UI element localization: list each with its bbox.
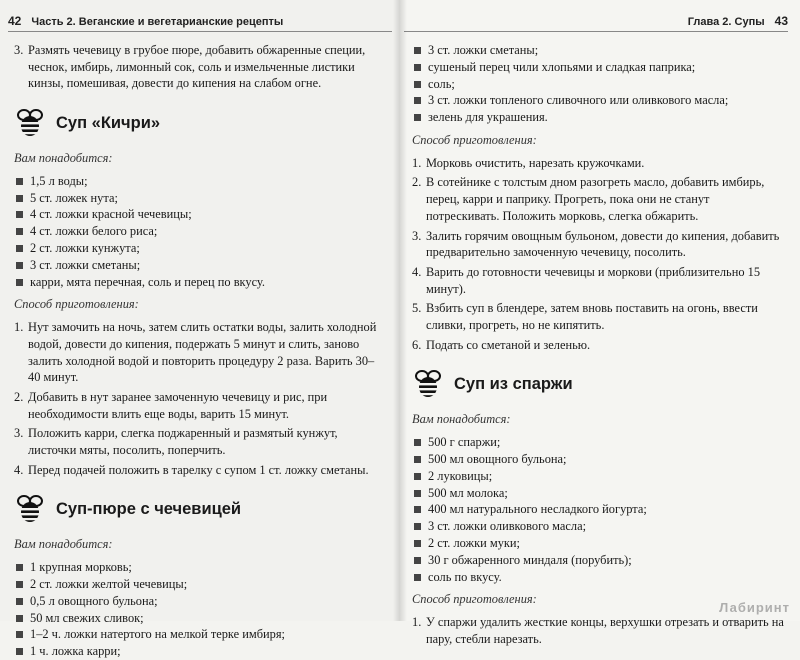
step-number: 3. [14,43,24,57]
right-column [412,42,784,650]
step-number: 2. [412,175,422,190]
ingredient-item: 1,5 л воды; [14,173,386,190]
ingredient-item: зелень для украшения. [412,109,784,126]
ingredient-item: 50 мл свежих сливок; [14,610,386,627]
continued-ingredients [412,42,784,126]
ingredient-item: карри, мята перечная, соль и перец по вкусу. [14,274,386,291]
step-item [14,389,386,422]
ingredient-item: 500 мл овощного бульона; [412,451,784,468]
step-text: Положить карри, слегка поджаренный и размятый кунжут, листочки мяты, посолить, поперчить. [28,426,338,458]
step-item [14,319,386,386]
ingredient-item: 3 ст. ложки сметаны; [412,42,784,59]
ingredient-item: 400 мл натурального несладкого йогурта; [412,501,784,518]
step-item [412,174,784,224]
step-text: Добавить в нут заранее замоченную чечевицу и рис, при необходимости влить еще воды, варить 15 минут. [28,389,328,421]
method-steps [412,614,784,647]
recipe-heading [412,369,784,399]
ingredient-item: соль по вкусу. [412,569,784,586]
method-steps [412,155,784,354]
left-page [0,0,400,659]
ingredients-label: Вам понадобится: [412,412,511,427]
recipe-title: Суп-пюре с чечевицей [56,499,242,518]
running-head-right [404,14,788,32]
ingredient-item: 2 ст. ложки желтой чечевицы; [14,576,386,593]
watermark: Лабиринт [719,600,790,615]
step-number: 3. [14,426,24,441]
step-text: Размять чечевицу в грубое пюре, добавить обжаренные специи, чеснок, имбирь, лимонный сок, соль и измельченные листики кинзы, помешивая, довести до кипения на слабом огне. [28,43,366,91]
step-number: 1. [412,615,422,629]
step-text: Морковь очистить, нарезать кружочками. [426,155,645,170]
page-number-left: 42 [8,14,22,28]
ingredients-label: Вам понадобится: [14,537,113,552]
step-number: 1. [412,155,422,170]
step-text: Взбить суп в блендере, затем вновь поставить на огонь, ввести сливки, прогреть, но не кипятить. [426,301,758,333]
step-item [14,42,386,92]
step-number: 4. [412,264,422,279]
step-number: 1. [14,320,24,335]
step-item [412,155,784,172]
step-number: 2. [14,389,24,404]
step-item [412,337,784,354]
step-item [412,614,784,647]
method-label: Способ приготовления: [412,592,537,607]
ingredient-item: 1 ч. ложка карри; [14,643,386,660]
book-gutter [393,0,407,621]
ingredient-item: 3 ст. ложки сметаны; [14,257,386,274]
ingredient-item: 500 мл молока; [412,485,784,502]
ingredients-list [14,173,386,291]
step-item [412,300,784,333]
step-text: Варить до готовности чечевицы и моркови (приблизительно 15 минут). [426,264,761,296]
recipe-title: Суп «Кичри» [56,113,161,132]
running-head-title-right: Глава 2. Супы [687,16,765,28]
step-item [14,425,386,458]
recipe-heading [14,494,386,524]
ingredient-item: 3 ст. ложки оливкового масла; [412,518,784,535]
bee-icon [14,108,46,138]
step-text: В сотейнике с толстым дном разогреть масло, добавить имбирь, перец, карри и паприку. Прогреть, пока они не станут потрескивать. Положить морковь, слегка обжарить. [426,175,765,223]
continued-steps [14,42,386,92]
bee-icon [412,369,444,399]
ingredient-item: соль; [412,76,784,93]
step-item [412,228,784,261]
step-item [14,462,386,479]
ingredient-item: 4 ст. ложки красной чечевицы; [14,206,386,223]
bee-icon [14,494,46,524]
method-steps [14,319,386,478]
ingredient-item: 1–2 ч. ложки натертого на мелкой терке имбиря; [14,626,386,643]
ingredient-item: 2 луковицы; [412,468,784,485]
step-number: 5. [412,301,422,316]
ingredient-item: сушеный перец чили хлопьями и сладкая паприка; [412,59,784,76]
right-page [400,0,800,646]
ingredient-item: 30 г обжаренного миндаля (порубить); [412,552,784,569]
ingredient-item: 5 ст. ложек нута; [14,190,386,207]
step-number: 3. [412,228,422,243]
ingredients-label: Вам понадобится: [14,151,113,166]
ingredients-list [412,434,784,585]
method-label: Способ приготовления: [412,132,537,147]
left-column [14,42,386,660]
ingredient-item: 3 ст. ложки топленого сливочного или оливкового масла; [412,92,784,109]
step-text: У спаржи удалить жесткие концы, верхушки отрезать и отварить на пару, стебли нарезать. [426,615,784,646]
ingredient-item: 1 крупная морковь; [14,559,386,576]
ingredient-item: 2 ст. ложки муки; [412,535,784,552]
step-text: Перед подачей положить в тарелку с супом 1 ст. ложку сметаны. [28,462,369,477]
step-item [412,264,784,297]
running-head-title-left: Часть 2. Веганские и вегетарианские рецепты [31,16,284,28]
ingredient-item: 0,5 л овощного бульона; [14,593,386,610]
ingredient-item: 500 г спаржи; [412,434,784,451]
ingredient-item: 2 ст. ложки кунжута; [14,240,386,257]
ingredient-item: 4 ст. ложки белого риса; [14,223,386,240]
recipe-title: Суп из спаржи [454,374,573,393]
ingredients-list [14,559,386,660]
running-head-left [8,14,392,32]
page-number-right: 43 [774,14,788,28]
recipe-heading [14,108,386,138]
step-number: 4. [14,462,24,477]
step-text: Подать со сметаной и зеленью. [426,337,591,352]
step-text: Залить горячим овощным бульоном, довести до кипения, добавить предварительно замоченную чечевицу, посолить. [426,228,780,260]
step-number: 6. [412,337,422,352]
method-label: Способ приготовления: [14,297,139,312]
step-text: Нут замочить на ночь, затем слить остатки воды, залить холодной водой, довести до кипения, подержать 5 минут и слить, заново залить холодной водой и повторить процедуру 2 раза. Варить 30–40 минут. [28,320,377,385]
